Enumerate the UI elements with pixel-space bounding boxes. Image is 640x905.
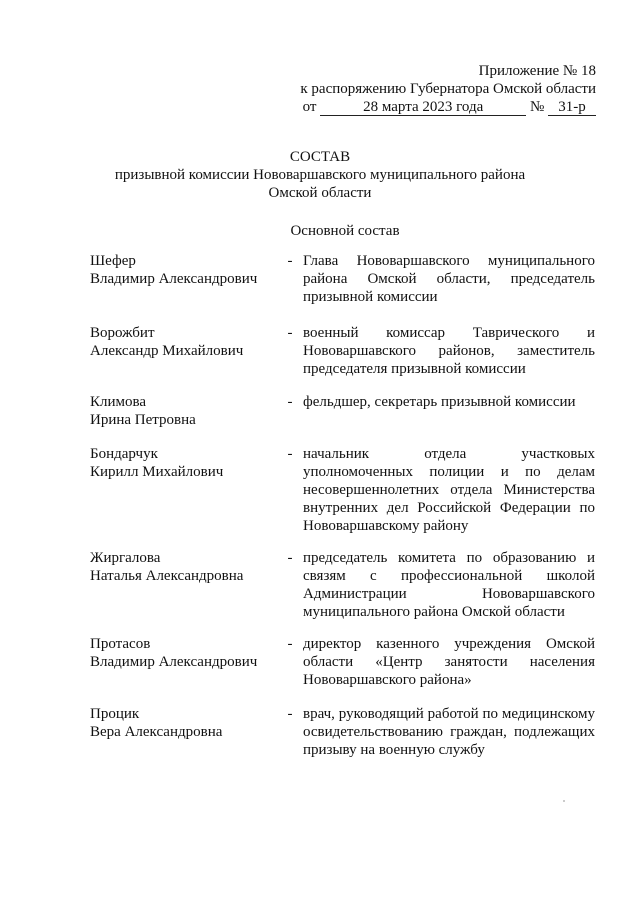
document-subtitle: призывной комиссии Нововаршавского муниципального района Омской области	[114, 167, 526, 201]
member-role: председатель комитета по образованию и связям с профессиональной школой Администрации Нововаршавского муниципального района Омской области	[303, 550, 595, 620]
member-given-names: Владимир Александрович	[90, 271, 258, 287]
member-name	[90, 445, 280, 481]
section-heading: Основной состав	[290, 223, 400, 239]
member-given-names: Александр Михайлович	[90, 343, 244, 359]
scan-speck	[563, 800, 565, 802]
member-dash: -	[287, 394, 293, 410]
appendix-number: Приложение № 18	[478, 63, 596, 79]
document-title-block	[0, 148, 640, 202]
member-dash: -	[287, 446, 293, 462]
order-number: 31-р	[548, 100, 596, 116]
order-reference: к распоряжению Губернатора Омской области	[300, 81, 596, 97]
order-date: 28 марта 2023 года	[320, 100, 526, 116]
member-role: Глава Нововаршавского муниципального района Омской области, председатель призывной комиссии	[303, 253, 595, 305]
member-role: фельдшер, секретарь призывной комиссии	[303, 394, 576, 410]
from-label: от	[302, 99, 317, 115]
member-role: военный комиссар Таврического и Нововаршавского районов, заместитель председателя призывной комиссии	[303, 325, 595, 377]
document-title: СОСТАВ	[289, 149, 351, 165]
member-dash: -	[287, 636, 293, 652]
member-name	[90, 705, 280, 741]
member-name	[90, 324, 280, 360]
member-surname: Ворожбит	[90, 325, 155, 341]
member-surname: Протасов	[90, 636, 151, 652]
appendix-header	[276, 62, 596, 116]
member-role: начальник отдела участковых уполномоченных полиции и по делам несовершеннолетних отдела Министерства внутренних дел Российской Федерации по Нововаршавскому району	[303, 446, 595, 534]
order-date-line	[276, 98, 596, 116]
member-role: директор казенного учреждения Омской области «Центр занятости населения Нововаршавского района»	[303, 636, 595, 688]
member-name	[90, 635, 280, 671]
member-name	[90, 393, 280, 429]
member-dash: -	[287, 253, 293, 269]
member-role: врач, руководящий работой по медицинскому освидетельствованию граждан, подлежащих призыву на военную службу	[303, 706, 595, 758]
member-dash: -	[287, 550, 293, 566]
member-surname: Бондарчук	[90, 446, 158, 462]
member-name	[90, 549, 280, 585]
member-name	[90, 252, 280, 288]
member-dash: -	[287, 706, 293, 722]
member-surname: Климова	[90, 394, 147, 410]
member-surname: Жиргалова	[90, 550, 161, 566]
member-given-names: Наталья Александровна	[90, 568, 244, 584]
member-given-names: Кирилл Михайлович	[90, 464, 224, 480]
member-given-names: Вера Александровна	[90, 724, 223, 740]
member-given-names: Владимир Александрович	[90, 654, 258, 670]
member-dash: -	[287, 325, 293, 341]
member-surname: Процик	[90, 706, 140, 722]
member-surname: Шефер	[90, 253, 136, 269]
member-given-names: Ирина Петровна	[90, 412, 196, 428]
number-label: №	[529, 99, 545, 115]
